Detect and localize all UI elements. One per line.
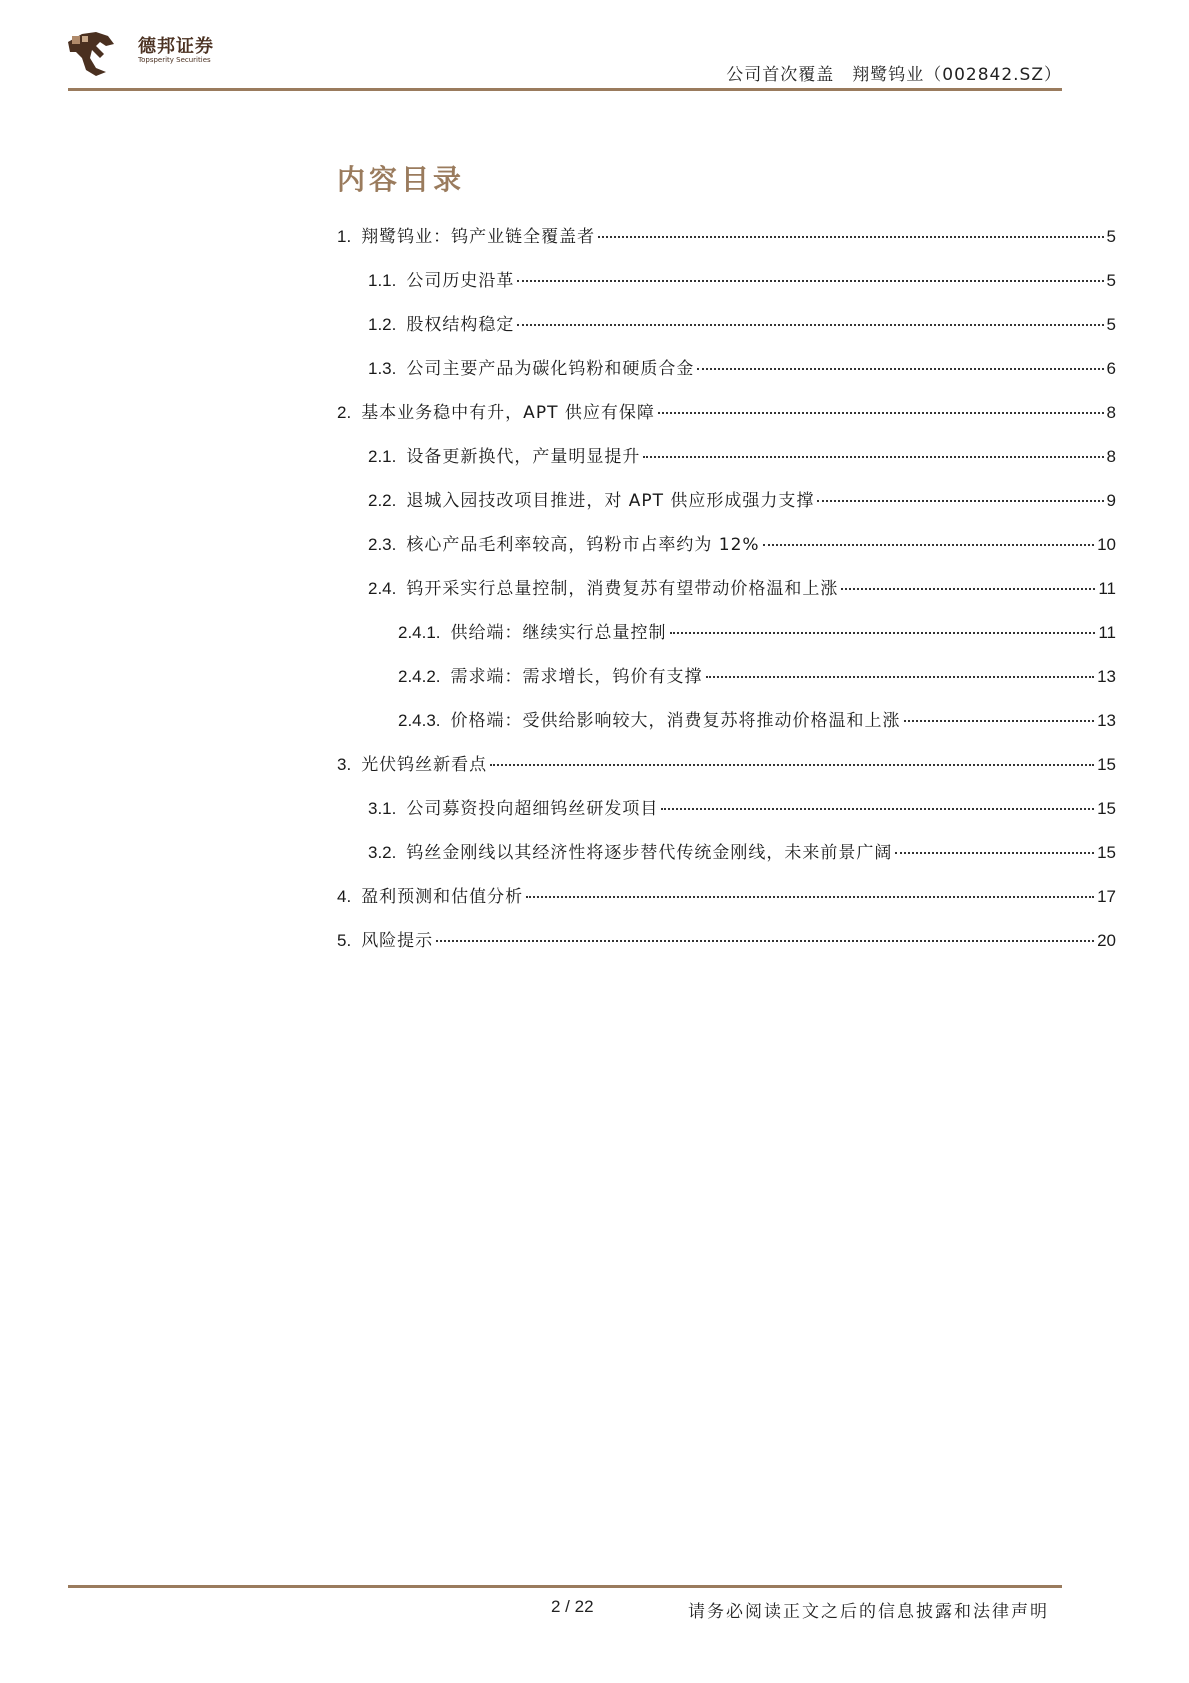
toc-entry-number: 1.1. bbox=[368, 271, 397, 290]
toc-leader-dots bbox=[517, 324, 1103, 326]
toc-entry-number: 3.2. bbox=[368, 843, 397, 862]
toc-entry[interactable] bbox=[337, 354, 1116, 398]
table-of-contents bbox=[337, 222, 1116, 970]
toc-entry-title: 基本业务稳中有升，APT 供应有保障 bbox=[361, 403, 655, 423]
toc-entry-number: 4. bbox=[337, 887, 352, 906]
toc-entry-title: 风险提示 bbox=[361, 931, 434, 951]
toc-leader-dots bbox=[658, 412, 1104, 414]
toc-entry-number: 2.1. bbox=[368, 447, 397, 466]
toc-entry-title: 盈利预测和估值分析 bbox=[361, 887, 524, 907]
toc-entry[interactable] bbox=[337, 706, 1116, 750]
toc-entry-page: 15 bbox=[1097, 799, 1116, 818]
legal-disclaimer: 请务必阅读正文之后的信息披露和法律声明 bbox=[688, 1602, 1049, 1622]
toc-entry-title: 需求端：需求增长，钨价有支撑 bbox=[450, 667, 703, 687]
toc-entry-number: 5. bbox=[337, 931, 352, 950]
toc-leader-dots bbox=[706, 676, 1095, 678]
toc-leader-dots bbox=[763, 544, 1095, 546]
header-divider bbox=[68, 88, 1062, 91]
toc-leader-dots bbox=[661, 808, 1094, 810]
toc-entry-title: 供给端：继续实行总量控制 bbox=[450, 623, 667, 643]
toc-entry[interactable] bbox=[337, 266, 1116, 310]
toc-entry-title: 翔鹭钨业：钨产业链全覆盖者 bbox=[361, 227, 596, 247]
toc-entry-page: 11 bbox=[1098, 623, 1116, 642]
toc-entry-number: 2. bbox=[337, 403, 352, 422]
toc-entry[interactable] bbox=[337, 926, 1116, 970]
page-number: 2 / 22 bbox=[551, 1597, 594, 1616]
toc-entry-number: 2.2. bbox=[368, 491, 397, 510]
toc-leader-dots bbox=[670, 632, 1096, 634]
toc-entry-number: 3.1. bbox=[368, 799, 397, 818]
toc-entry[interactable] bbox=[337, 618, 1116, 662]
toc-leader-dots bbox=[598, 236, 1103, 238]
toc-entry[interactable] bbox=[337, 882, 1116, 926]
toc-entry-page: 6 bbox=[1106, 359, 1116, 378]
toc-entry[interactable] bbox=[337, 750, 1116, 794]
toc-entry[interactable] bbox=[337, 486, 1116, 530]
toc-entry-page: 9 bbox=[1106, 491, 1116, 510]
toc-entry-page: 5 bbox=[1106, 315, 1116, 334]
toc-entry[interactable] bbox=[337, 442, 1116, 486]
toc-entry-title: 公司募资投向超细钨丝研发项目 bbox=[406, 799, 659, 819]
toc-entry-page: 11 bbox=[1098, 579, 1116, 598]
toc-entry-page: 5 bbox=[1106, 271, 1116, 290]
toc-entry-title: 钨丝金刚线以其经济性将逐步替代传统金刚线，未来前景广阔 bbox=[406, 843, 893, 863]
toc-entry[interactable] bbox=[337, 574, 1116, 618]
toc-entry[interactable] bbox=[337, 222, 1116, 266]
logo-name-cn: 德邦证券 bbox=[138, 36, 214, 57]
toc-entry-number: 2.4. bbox=[368, 579, 397, 598]
toc-entry[interactable] bbox=[337, 794, 1116, 838]
toc-entry-title: 价格端：受供给影响较大，消费复苏将推动价格温和上涨 bbox=[450, 711, 901, 731]
toc-title: 内容目录 bbox=[337, 163, 466, 196]
toc-entry-number: 3. bbox=[337, 755, 352, 774]
toc-leader-dots bbox=[436, 940, 1094, 942]
toc-entry-title: 设备更新换代，产量明显提升 bbox=[406, 447, 641, 467]
toc-entry-page: 17 bbox=[1097, 887, 1116, 906]
toc-leader-dots bbox=[697, 368, 1103, 370]
toc-leader-dots bbox=[517, 280, 1103, 282]
toc-leader-dots bbox=[841, 588, 1095, 590]
toc-entry-page: 10 bbox=[1097, 535, 1116, 554]
toc-entry-page: 15 bbox=[1097, 843, 1116, 862]
toc-leader-dots bbox=[490, 764, 1094, 766]
logo-horse-icon bbox=[66, 28, 116, 78]
toc-leader-dots bbox=[817, 500, 1103, 502]
toc-entry-number: 1. bbox=[337, 227, 352, 246]
toc-entry-title: 公司历史沿革 bbox=[406, 271, 515, 291]
toc-entry-title: 股权结构稳定 bbox=[406, 315, 515, 335]
toc-entry-title: 钨开采实行总量控制，消费复苏有望带动价格温和上涨 bbox=[406, 579, 839, 599]
toc-entry-page: 15 bbox=[1097, 755, 1116, 774]
toc-entry-page: 13 bbox=[1097, 711, 1116, 730]
toc-entry-page: 5 bbox=[1106, 227, 1116, 246]
toc-leader-dots bbox=[904, 720, 1095, 722]
footer-divider bbox=[68, 1585, 1062, 1588]
toc-entry-page: 8 bbox=[1106, 403, 1116, 422]
toc-entry[interactable] bbox=[337, 838, 1116, 882]
company-logo bbox=[66, 28, 226, 80]
toc-entry-number: 2.4.1. bbox=[398, 623, 441, 642]
toc-entry-page: 20 bbox=[1097, 931, 1116, 950]
toc-leader-dots bbox=[526, 896, 1094, 898]
toc-leader-dots bbox=[643, 456, 1103, 458]
toc-entry-page: 13 bbox=[1097, 667, 1116, 686]
toc-entry[interactable] bbox=[337, 310, 1116, 354]
toc-entry[interactable] bbox=[337, 398, 1116, 442]
toc-entry-title: 退城入园技改项目推进，对 APT 供应形成强力支撑 bbox=[406, 491, 815, 511]
toc-entry-number: 1.3. bbox=[368, 359, 397, 378]
toc-entry[interactable] bbox=[337, 662, 1116, 706]
toc-entry-number: 1.2. bbox=[368, 315, 397, 334]
toc-entry-number: 2.4.2. bbox=[398, 667, 441, 686]
toc-entry-number: 2.4.3. bbox=[398, 711, 441, 730]
logo-name-en: Topsperity Securities bbox=[138, 56, 211, 64]
toc-entry-number: 2.3. bbox=[368, 535, 397, 554]
toc-entry-title: 光伏钨丝新看点 bbox=[361, 755, 488, 775]
toc-leader-dots bbox=[895, 852, 1094, 854]
toc-entry-title: 核心产品毛利率较高，钨粉市占率约为 12% bbox=[406, 535, 760, 555]
toc-entry-page: 8 bbox=[1106, 447, 1116, 466]
report-header-title: 公司首次覆盖 翔鹭钨业（002842.SZ） bbox=[726, 65, 1062, 85]
toc-entry-title: 公司主要产品为碳化钨粉和硬质合金 bbox=[406, 359, 695, 379]
toc-entry[interactable] bbox=[337, 530, 1116, 574]
